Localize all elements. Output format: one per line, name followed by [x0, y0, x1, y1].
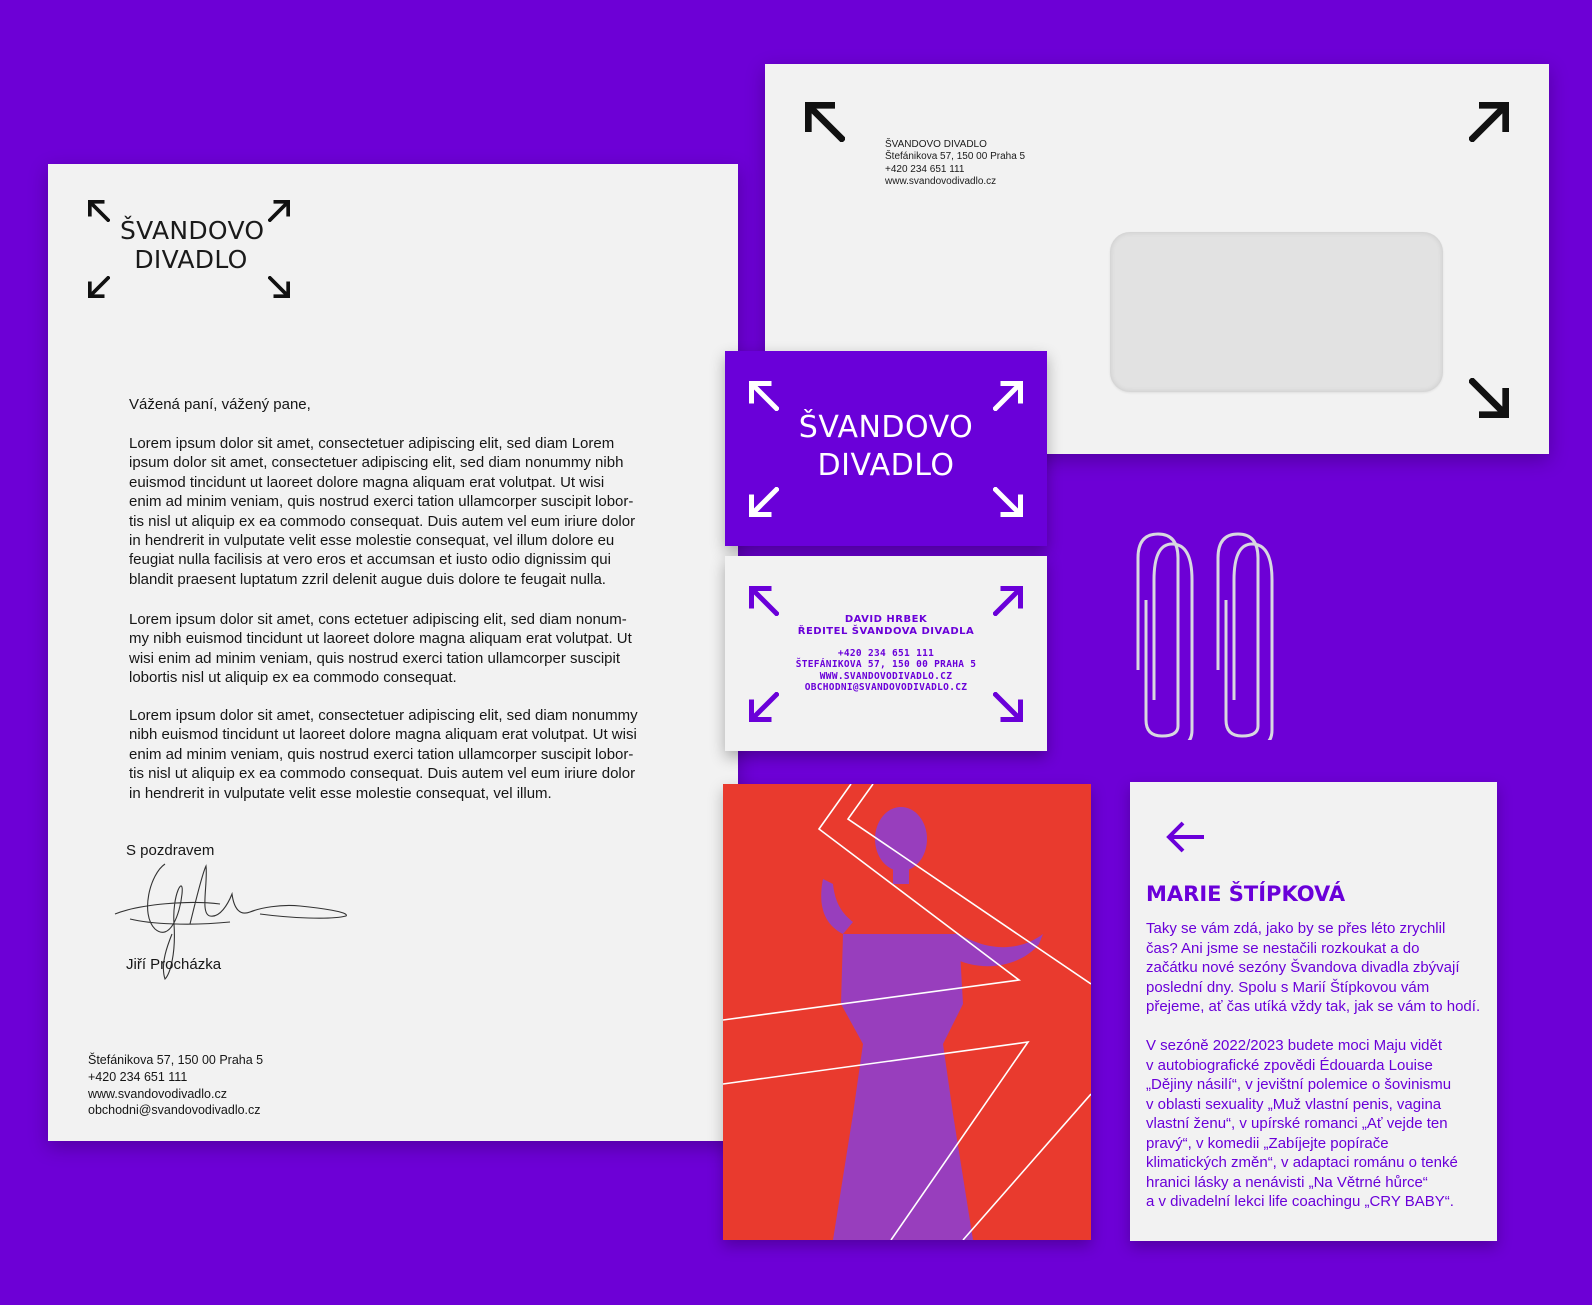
logo-line: ŠVANDOVO [798, 410, 974, 445]
letter-signatory: Jiří Procházka [126, 956, 222, 973]
text-line: přejeme, ať čas utíká vždy tak, jak se vám to hodí. [1146, 998, 1481, 1015]
text-line: enim ad minim veniam, quis nostrud exerci tation ullamcorper suscipit lobor- [129, 493, 634, 511]
text-line: lobortis nisl ut aliquip ex ea commodo consequat. [129, 669, 457, 687]
arrow-bottom-left-icon [749, 487, 779, 517]
text-line: my nibh euismod tincidunt ut laoreet dolore magna aliquam erat volutpat. Ut [129, 630, 632, 648]
paragraph-gap [1146, 1017, 1491, 1037]
letter-paragraph-1 [129, 434, 689, 589]
arrow-top-right-icon [993, 586, 1023, 616]
logo-line: DIVADLO [134, 245, 248, 274]
letter-footer [88, 1052, 263, 1119]
arrow-top-left-icon [749, 586, 779, 616]
text-line: euismod tincidunt ut laoreet dolore magna aliquam erat volutpat. Ut wisi [129, 473, 605, 491]
paperclip-icon [1218, 534, 1272, 740]
address-line: ŠVANDOVO DIVADLO [885, 139, 987, 150]
contact-line: +420 234 651 111 [837, 648, 935, 659]
card-role: ŘEDITEL ŠVANDOVA DIVADLA [797, 625, 975, 637]
text-line: poslední dny. Spolu s Marií Štípkovou vám [1146, 978, 1430, 996]
envelope-window [1110, 232, 1443, 392]
card-contact [725, 648, 1047, 693]
logo-line: ŠVANDOVO [120, 216, 265, 245]
arrow-top-left-icon [749, 381, 779, 411]
business-card-front [725, 351, 1047, 546]
letter-greeting: Vážená paní, vážený pane, [129, 396, 311, 413]
text-line: tis nisl ut aliquip ex ea commodo consequat. Duis autem vel eum iriure dolor [129, 765, 636, 783]
letterhead-sheet [48, 164, 738, 1141]
address-line: Štefánikova 57, 150 00 Praha 5 [885, 151, 1026, 163]
text-line: wisi enim ad minim veniam, quis nostrud exerci tation ullamcorper suscipit [129, 649, 621, 667]
text-line: v autobiografické zpovědi Édouarda Louise [1146, 1056, 1433, 1074]
letter-closing: S pozdravem [126, 842, 215, 859]
text-line: blandit praesent luptatum zzril delenit augue duis dolore te feugait nulla. [129, 570, 606, 588]
footer-line: +420 234 651 111 [88, 1069, 188, 1084]
arrow-top-right-icon [993, 381, 1023, 411]
text-line: Lorem ipsum dolor sit amet, cons ectetuer adipiscing elit, sed diam nonum- [129, 611, 627, 628]
text-line: čas? Ani jsme se nestačili rozkoukat a do [1146, 939, 1420, 957]
footer-line: www.svandovodivadlo.cz [88, 1086, 227, 1101]
text-line: feugiat nulla facilisis at vero eros et accumsan et iusto odio dignissim qui [129, 551, 611, 569]
paperclips [1132, 530, 1292, 740]
arrow-left-icon [1166, 820, 1206, 854]
text-line: tis nisl ut aliquip ex ea commodo consequat. Duis autem vel eum iriure dolor [129, 512, 636, 530]
contact-line: OBCHODNI@SVANDOVODIVADLO.CZ [804, 681, 968, 693]
arrow-bottom-right-icon [1469, 378, 1509, 418]
paperclip-icon [1138, 534, 1192, 740]
business-card-logo [783, 409, 989, 485]
poster-text-card [1130, 782, 1497, 1241]
arrow-top-right-icon [268, 200, 290, 222]
text-line: klimatických změn“, v adaptaci románu o tenké [1146, 1154, 1458, 1171]
contact-line: ŠTEFÁNIKOVA 57, 150 00 PRAHA 5 [795, 659, 977, 671]
contact-line: WWW.SVANDOVODIVADLO.CZ [819, 670, 953, 682]
logo-line: DIVADLO [817, 448, 955, 483]
arrow-top-left-icon [88, 200, 110, 222]
text-line: V sezóně 2022/2023 budete moci Maju vidět [1146, 1037, 1443, 1054]
card-holder [725, 614, 1047, 637]
footer-line: obchodni@svandovodivadlo.cz [88, 1103, 261, 1118]
text-line: pravý“, v komedii „Zabíjejte popírače [1146, 1134, 1389, 1152]
text-line: „Dějiny násilí“, v jevištní polemice o šovinismu [1146, 1076, 1452, 1093]
letter-paragraph-3 [129, 706, 689, 803]
card-body [1146, 919, 1491, 1212]
arrow-bottom-left-icon [749, 692, 779, 722]
business-card-back [725, 556, 1047, 751]
text-line: a v divadelní lekci life coachingu „CRY BABY“. [1146, 1193, 1454, 1210]
poster-photo-card [723, 784, 1091, 1240]
text-line: Lorem ipsum dolor sit amet, consectetuer adipiscing elit, sed diam nonummy [129, 707, 638, 724]
text-line: ipsum dolor sit amet, consectetuer adipiscing elit, sed diam nonummy nibh [129, 454, 624, 472]
arrow-bottom-right-icon [993, 487, 1023, 517]
poster-image [723, 784, 1091, 1240]
address-line: +420 234 651 111 [885, 163, 965, 175]
text-line: enim ad minim veniam, quis nostrud exerci tation ullamcorper suscipit lobor- [129, 745, 634, 763]
text-line: in hendrerit in vulputate velit esse molestie consequat, vel illum dolore eu [129, 532, 615, 550]
arrow-top-left-icon [805, 102, 845, 142]
envelope-return-address [885, 139, 1025, 189]
text-line: Taky se vám zdá, jako by se přes léto zrychlil [1146, 920, 1446, 937]
text-line: hranici lásky a nenávisti „Na Větrné hůrce“ [1146, 1173, 1428, 1191]
text-line: nibh euismod tincidunt ut laoreet dolore magna aliquam erat volutpat. Ut wisi [129, 726, 637, 744]
letter-paragraph-2 [129, 610, 689, 688]
card-title: MARIE ŠTÍPKOVÁ [1146, 882, 1346, 906]
address-line: www.svandovodivadlo.cz [885, 176, 997, 188]
card-name: DAVID HRBEK [844, 614, 928, 625]
text-line: začátku nové sezóny Švandova divadla zbývají [1146, 959, 1460, 976]
arrow-bottom-right-icon [268, 276, 290, 298]
arrow-bottom-left-icon [88, 276, 110, 298]
arrow-top-right-icon [1469, 102, 1509, 142]
footer-line: Štefánikova 57, 150 00 Praha 5 [88, 1053, 264, 1067]
text-line: v oblasti sexuality „Muž vlastní penis, vagina [1146, 1095, 1442, 1113]
letter-logo [120, 216, 265, 274]
text-line: Lorem ipsum dolor sit amet, consectetuer adipiscing elit, sed diam Lorem [129, 435, 615, 452]
arrow-bottom-right-icon [993, 692, 1023, 722]
text-line: in hendrerit in vulputate velit esse molestie consequat, vel illum. [129, 784, 552, 802]
text-line: vlastní ženu“, v upírské romanci „Ať vejde ten [1146, 1115, 1448, 1132]
